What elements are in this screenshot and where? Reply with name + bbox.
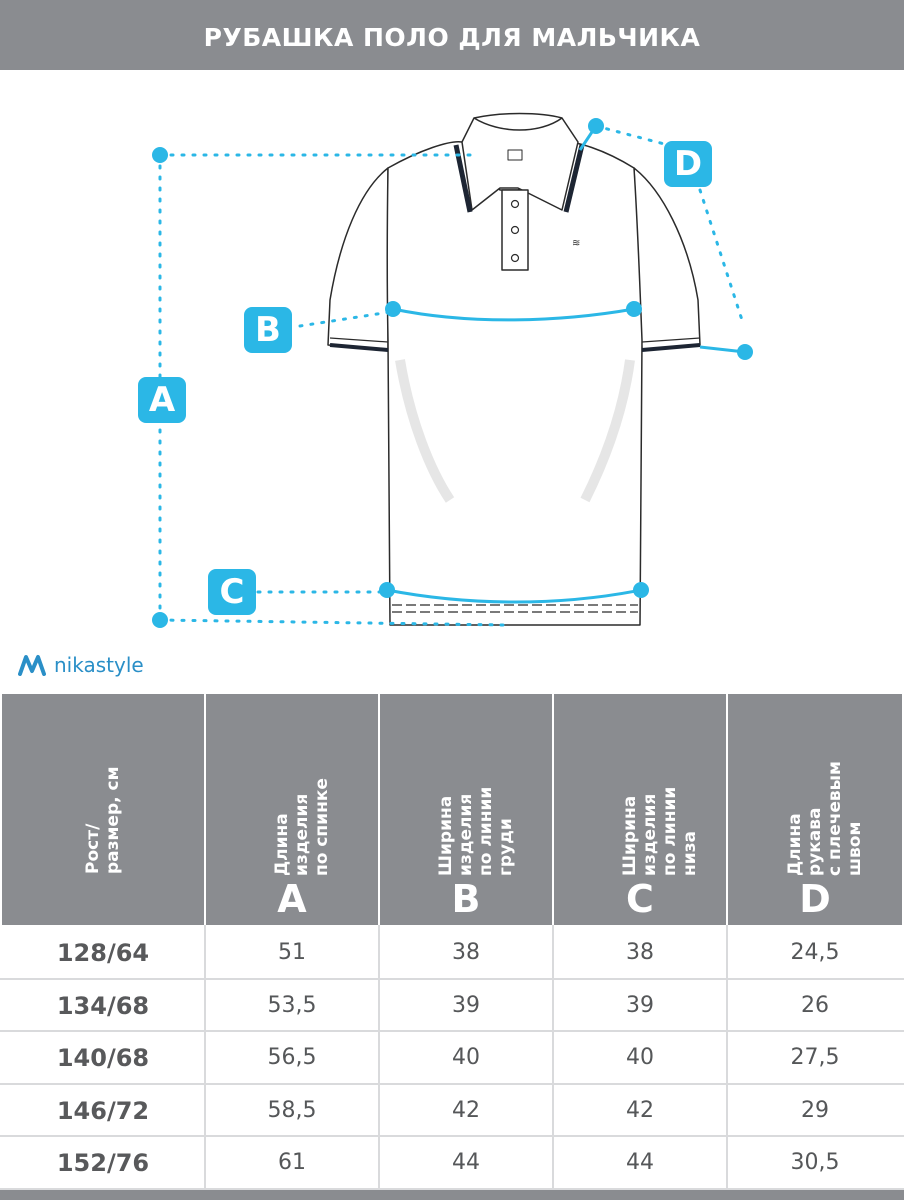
measurement-cell: 39 <box>626 993 654 1018</box>
size-cell: 146/72 <box>56 1097 150 1125</box>
measurement-cell: 30,5 <box>790 1150 840 1175</box>
table-header-letter: D <box>799 877 831 921</box>
measurement-cell: 42 <box>452 1098 480 1123</box>
table-header-label: Длина рукава с плечевым швом <box>785 761 865 876</box>
measurement-cell: 26 <box>801 993 829 1018</box>
table-header-label: Длина изделия по спинке <box>272 778 332 876</box>
table-row <box>0 1032 904 1084</box>
measurement-cell: 29 <box>801 1098 829 1123</box>
table-header-col-1 <box>206 694 378 925</box>
measurement-diagram <box>0 70 904 650</box>
table-header-col-3 <box>554 694 726 925</box>
brand-name: nikastyle <box>54 653 144 677</box>
table-header-col-4 <box>728 694 902 925</box>
chest-logo-icon: ≋ <box>572 238 581 249</box>
measurement-cell: 40 <box>626 1045 654 1070</box>
measurement-cell: 44 <box>626 1150 654 1175</box>
measurement-cell: 61 <box>278 1150 306 1175</box>
measurement-cell: 39 <box>452 993 480 1018</box>
callout-c: C <box>208 569 256 615</box>
measurement-cell: 27,5 <box>790 1045 840 1070</box>
measurement-cell: 24,5 <box>790 940 840 965</box>
measurement-cell: 40 <box>452 1045 480 1070</box>
table-row <box>0 927 904 979</box>
callout-a: A <box>138 377 186 423</box>
page-title: РУБАШКА ПОЛО ДЛЯ МАЛЬЧИКА <box>203 23 701 52</box>
table-header-letter: A <box>277 877 307 921</box>
measurement-cell: 38 <box>452 940 480 965</box>
table-col-divider <box>378 925 380 1190</box>
brand-logo <box>18 650 144 680</box>
table-header-label: Ширина изделия по линии груди <box>436 786 516 876</box>
size-cell: 152/76 <box>56 1149 150 1177</box>
measurement-cell: 56,5 <box>267 1045 317 1070</box>
measurement-cell: 51 <box>278 940 306 965</box>
measurement-cell: 38 <box>626 940 654 965</box>
callout-d: D <box>664 141 712 187</box>
table-row <box>0 980 904 1032</box>
header-banner <box>0 0 904 70</box>
bottom-bar <box>0 1190 904 1200</box>
nikastyle-logo-icon <box>18 654 46 676</box>
table-row <box>0 1137 904 1189</box>
callout-b: B <box>244 307 292 353</box>
table-col-divider <box>552 925 554 1190</box>
size-cell: 134/68 <box>56 992 150 1020</box>
table-header-col-2 <box>380 694 552 925</box>
measurement-cell: 44 <box>452 1150 480 1175</box>
size-cell: 128/64 <box>56 939 150 967</box>
table-header-letter: C <box>626 877 654 921</box>
table-col-divider <box>726 925 728 1190</box>
table-row <box>0 1085 904 1137</box>
measurement-cell: 53,5 <box>267 993 317 1018</box>
size-table <box>0 690 904 1200</box>
table-header-letter: B <box>451 877 481 921</box>
measurement-cell: 42 <box>626 1098 654 1123</box>
table-col-divider <box>204 925 206 1190</box>
polo-shirt-illustration <box>0 70 904 650</box>
measurement-cell: 58,5 <box>267 1098 317 1123</box>
table-header-col-0 <box>2 694 204 925</box>
polo-shirt-drawing <box>328 114 700 626</box>
size-cell: 140/68 <box>56 1044 150 1072</box>
table-header-label: Рост/ размер, см <box>83 766 123 874</box>
table-header-label: Ширина изделия по линии низа <box>620 786 700 876</box>
